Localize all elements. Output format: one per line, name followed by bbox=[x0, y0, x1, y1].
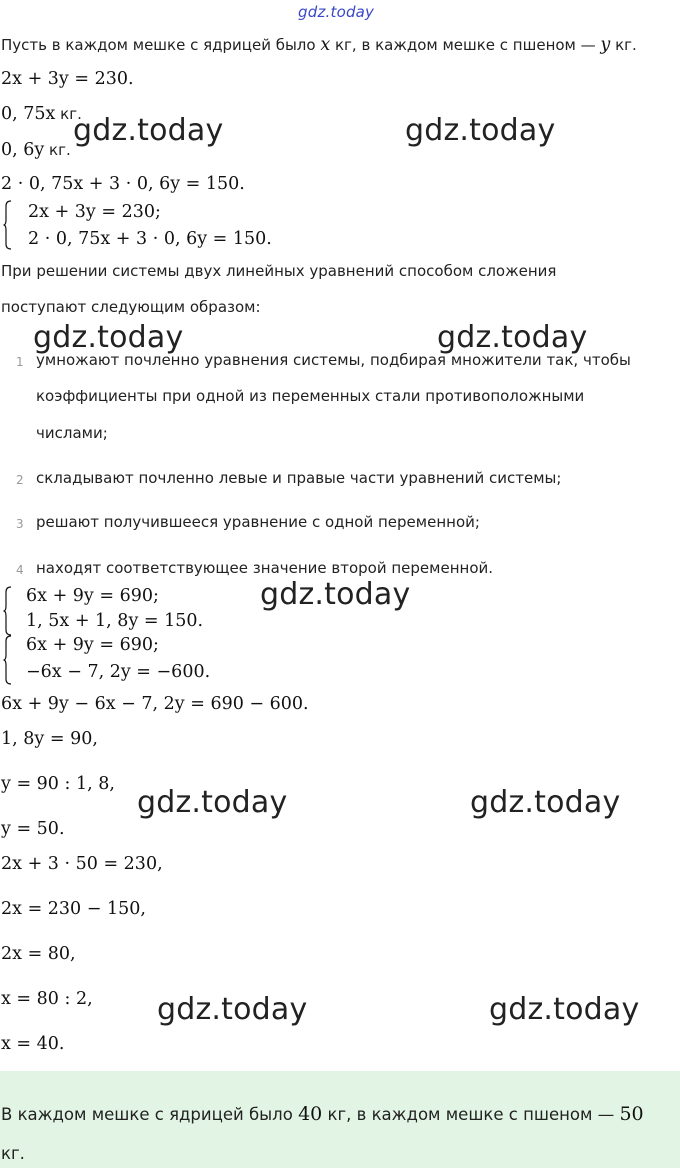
solution-line: x = 40. bbox=[1, 1034, 65, 1054]
step-1-line-2: коэффициенты при одной из переменных стали противоположными bbox=[36, 387, 585, 405]
step-2-line: складывают почленно левые и правые части уравнений системы; bbox=[36, 469, 562, 487]
system-brace bbox=[3, 586, 12, 636]
solution-line: 1, 8y = 90, bbox=[1, 729, 98, 749]
answer-line-2: кг. bbox=[1, 1144, 25, 1163]
step-1-line-1: умножают почленно уравнения системы, подбирая множители так, чтобы bbox=[36, 351, 631, 369]
solution-line: 6x + 9y − 6x − 7, 2y = 690 − 600. bbox=[1, 694, 309, 714]
step-number: 4 bbox=[16, 563, 24, 577]
solution-line: y = 50. bbox=[1, 819, 65, 839]
watermark: gdz.today bbox=[73, 113, 224, 148]
watermark: gdz.today bbox=[470, 785, 621, 820]
watermark: gdz.today bbox=[33, 320, 184, 355]
watermark: gdz.today bbox=[260, 577, 411, 612]
system-3-eq-1: 6x + 9y = 690; bbox=[26, 635, 159, 655]
step-number: 2 bbox=[16, 473, 24, 487]
solution-line: x = 80 : 2, bbox=[1, 989, 93, 1009]
watermark: gdz.today bbox=[157, 992, 308, 1027]
system-1-eq-1: 2x + 3y = 230; bbox=[28, 202, 161, 222]
system-3-eq-2: −6x − 7, 2y = −600. bbox=[26, 662, 211, 682]
step-1-line-3: числами; bbox=[36, 424, 108, 442]
method-line-2: поступают следующим образом: bbox=[1, 298, 261, 316]
system-1-eq-2: 2 · 0, 75x + 3 · 0, 6y = 150. bbox=[28, 229, 272, 249]
system-brace bbox=[3, 635, 12, 685]
step-3-line: решают получившееся уравнение с одной переменной; bbox=[36, 513, 480, 531]
system-2-eq-1: 6x + 9y = 690; bbox=[26, 586, 159, 606]
watermark-top: gdz.today bbox=[298, 3, 375, 21]
method-line-1: При решении системы двух линейных уравнений способом сложения bbox=[1, 262, 557, 280]
solution-line: 2x = 230 − 150, bbox=[1, 899, 146, 919]
step-number: 1 bbox=[16, 355, 24, 369]
equation-1: 2x + 3y = 230. bbox=[1, 69, 134, 89]
equation-2: 2 · 0, 75x + 3 · 0, 6y = 150. bbox=[1, 174, 245, 194]
intro-text: Пусть в каждом мешке с ядрицей было x кг, в каждом мешке с пшеном — y кг. bbox=[1, 35, 637, 55]
line-075x: 0, 75x кг. bbox=[1, 104, 82, 124]
system-2-eq-2: 1, 5x + 1, 8y = 150. bbox=[26, 611, 204, 631]
step-4-line: находят соответствующее значение второй переменной. bbox=[36, 559, 494, 577]
watermark: gdz.today bbox=[437, 320, 588, 355]
step-number: 3 bbox=[16, 517, 24, 531]
solution-line: y = 90 : 1, 8, bbox=[1, 774, 115, 794]
line-06y: 0, 6y кг. bbox=[1, 140, 71, 160]
watermark: gdz.today bbox=[405, 113, 556, 148]
answer-line-1: В каждом мешке с ядрицей было 40 кг, в каждом мешке с пшеном — 50 bbox=[1, 1103, 644, 1125]
watermark: gdz.today bbox=[489, 992, 640, 1027]
solution-line: 2x + 3 · 50 = 230, bbox=[1, 854, 163, 874]
system-brace bbox=[3, 200, 12, 250]
solution-line: 2x = 80, bbox=[1, 944, 76, 964]
watermark: gdz.today bbox=[137, 785, 288, 820]
